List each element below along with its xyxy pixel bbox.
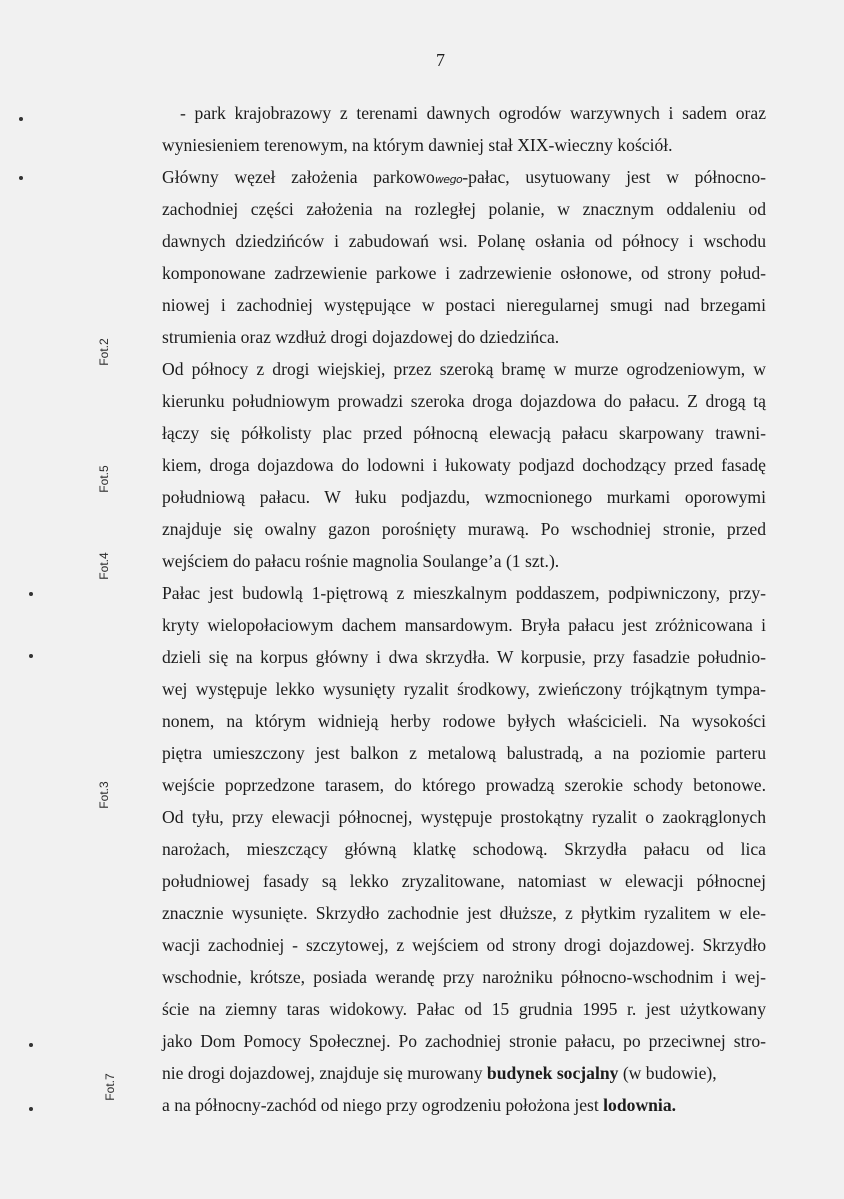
text-line: nonem, na którym widnieją herby rodowe byłych właścicieli. Na wysokości xyxy=(162,711,766,731)
text-line: strumienia oraz wzdłuż drogi dojazdowej do dziedzińca. xyxy=(162,327,560,347)
emphasized-term: lodownia. xyxy=(603,1095,677,1115)
text-line: znajduje się owalny gazon porośnięty murawą. Po wschodniej stronie, przed xyxy=(162,519,766,539)
text-line: - park krajobrazowy z terenami dawnych ogrodów warzywnych i sadem oraz xyxy=(180,103,766,123)
text-line: znacznie wysunięte. Skrzydło zachodnie jest dłuższe, z płytkim ryzalitem w ele- xyxy=(162,903,766,923)
text-line: południowej fasady są lekko zryzalitowane, natomiast w elewacji północnej xyxy=(162,871,766,891)
text-line: łączy się półkolisty plac przed północną elewacją pałacu skarpowany trawni- xyxy=(162,423,766,443)
text-line: kryty wielopołaciowym dachem mansardowym. Bryła pałacu jest zróżnicowana i xyxy=(162,615,766,635)
margin-mark xyxy=(29,1043,33,1047)
text-line xyxy=(162,1060,766,1086)
text-line: kierunku południowym prowadzi szeroka droga dojazdowa do pałacu. Z drogą tą xyxy=(162,391,766,411)
margin-label-fot7: Fot.7 xyxy=(103,1073,117,1101)
text-line: Od tyłu, przy elewacji północnej, występuje prostokątny ryzalit o zaokrąglonych xyxy=(162,807,766,827)
text-line: niowej i zachodniej występujące w postaci nieregularnej smugi nad brzegami xyxy=(162,295,766,315)
text-line xyxy=(162,164,766,190)
text-line: komponowane zadrzewienie parkowe i zadrzewienie osłonowe, od strony połud- xyxy=(162,263,766,283)
text-line: kiem, droga dojazdowa do lodowni i łukowaty podjazd dochodzący przed fasadę xyxy=(162,455,766,475)
margin-mark xyxy=(29,592,33,596)
text-run: nie drogi dojazdowej, znajduje się murowany xyxy=(162,1063,487,1083)
text-line: narożach, mieszczący główną klatkę schodową. Skrzydła pałacu od lica xyxy=(162,839,766,859)
handwritten-correction: wego xyxy=(434,173,463,186)
text-run: -pałac, usytuowany jest w północno- xyxy=(462,167,766,187)
text-line: wyniesieniem terenowym, na którym dawniej stał XIX-wieczny kościół. xyxy=(162,135,673,155)
text-line: wacji zachodniej - szczytowej, z wejściem od strony drogi dojazdowej. Skrzydło xyxy=(162,935,766,955)
margin-mark xyxy=(29,1107,33,1111)
text-line: piętra umieszczony jest balkon z metalową balustradą, a na poziomie parteru xyxy=(162,743,766,763)
text-line: dawnych dziedzińców i zabudowań wsi. Polanę osłania od północy i wschodu xyxy=(162,231,766,251)
text-run: (w budowie), xyxy=(618,1063,717,1083)
margin-mark xyxy=(29,654,33,658)
text-line: dzieli się na korpus główny i dwa skrzydła. W korpusie, przy fasadzie południo- xyxy=(162,647,766,667)
text-line: wej występuje lekko wysunięty ryzalit środkowy, zwieńczony trójkątnym tympa- xyxy=(162,679,766,699)
text-line: wschodnie, krótsze, posiada werandę przy narożniku północno-wschodnim i wej- xyxy=(162,967,766,987)
margin-label-fot5: Fot.5 xyxy=(97,465,111,493)
emphasized-term: budynek socjalny xyxy=(486,1063,619,1083)
page-number: 7 xyxy=(436,50,445,70)
margin-label-fot4: Fot.4 xyxy=(97,552,111,580)
margin-label-fot3: Fot.3 xyxy=(97,781,111,809)
margin-mark xyxy=(19,117,23,121)
text-line xyxy=(162,1092,766,1118)
text-line: południową pałacu. W łuku podjazdu, wzmocnionego murkami oporowymi xyxy=(162,487,766,507)
margin-label-fot2: Fot.2 xyxy=(97,338,111,366)
text-line: Pałac jest budowlą 1-piętrową z mieszkalnym poddaszem, podpiwniczony, przy- xyxy=(162,583,766,603)
text-line: wejście poprzedzone tarasem, do którego prowadzą szerokie schody betonowe. xyxy=(162,775,766,795)
text-line: Od północy z drogi wiejskiej, przez szeroką bramę w murze ogrodzeniowym, w xyxy=(162,359,766,379)
text-line: ście na ziemny taras widokowy. Pałac od 15 grudnia 1995 r. jest użytkowany xyxy=(162,999,766,1019)
text-run: Główny węzeł założenia parkowo xyxy=(162,167,435,187)
text-line: wejściem do pałacu rośnie magnolia Soulange’a (1 szt.). xyxy=(162,551,560,571)
text-line: zachodniej części założenia na rozległej polanie, w znacznym oddaleniu od xyxy=(162,199,766,219)
margin-mark xyxy=(19,176,23,180)
text-line: jako Dom Pomocy Społecznej. Po zachodniej stronie pałacu, po przeciwnej stro- xyxy=(162,1031,766,1051)
text-run: a na północny-zachód od niego przy ogrodzeniu położona jest xyxy=(162,1095,604,1115)
